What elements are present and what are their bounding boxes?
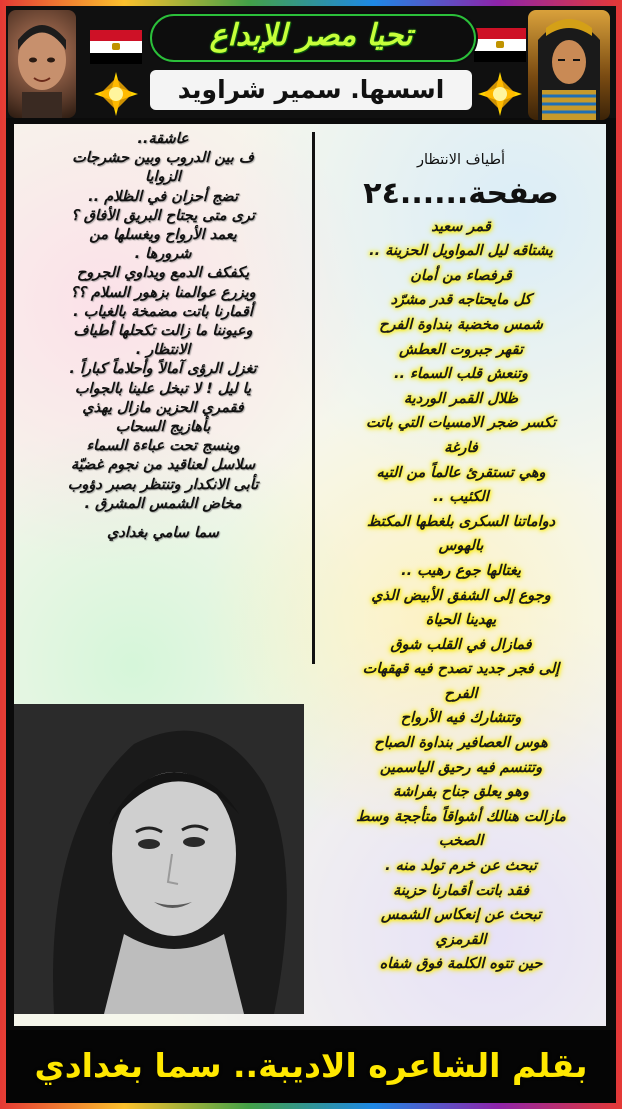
author-credit: بقلم الشاعره الاديبة.. سما بغدادي	[34, 1046, 588, 1085]
poem-line: القرمزي	[435, 931, 487, 948]
poem-line: شمس مخضبة بنداوة الفرح	[379, 316, 543, 333]
poem-line: وتنعش قلب السماء ..	[393, 366, 529, 383]
poem-line: ظلال القمر الوردية	[403, 390, 519, 407]
poem-line: يا ليل ! لا تبخل علينا بالجواب	[74, 380, 252, 397]
poem-line: ويزرع عوالمنا بزهور السلام ؟؟	[70, 284, 256, 301]
author-signature: سما سامي بغدادي	[107, 525, 219, 542]
poem-line: وهي تستقرئ عالماً من التيه	[376, 464, 546, 481]
founder-avatar	[8, 10, 76, 118]
poem-line: يغتالها جوع رهيب ..	[401, 562, 521, 579]
founder-subtitle: اسسها. سمير شراويد	[177, 75, 445, 104]
sun-star-icon	[478, 72, 522, 116]
poem-line: وجوع إلى الشفق الأبيض الذي	[371, 587, 551, 604]
poem-line: ف بين الدروب وبين حشرجات	[72, 150, 254, 167]
poem-line: وينسج تحت عباءة السماء	[86, 438, 240, 455]
poem-line: ترى متى يجتاح البريق الأفاق ؟	[71, 207, 255, 224]
poem-line: بأهازيج السحاب	[115, 419, 211, 436]
poem-line: حين تتوه الكلمة فوق شفاه	[379, 956, 543, 973]
poem-line: يهدينا الحياة	[425, 612, 497, 629]
poem-line: كل مايحتاجه قدر مشرّد	[390, 292, 532, 309]
poem-line: قمر سعيد	[431, 218, 491, 235]
poem-line: أقمارنا باتت مضمخة بالغياب .	[73, 303, 253, 320]
poem-line: وتتنسم فيه رحيق الياسمين	[379, 759, 543, 776]
poem-line: الانتظار .	[135, 342, 191, 359]
poem-line: يكفكف الدمع ويداوي الجروح	[76, 265, 250, 282]
left-poem-column	[18, 130, 308, 543]
poem-line: تبحث عن خرم تولد منه .	[385, 858, 537, 875]
poem-line: عاشقة..	[137, 131, 189, 147]
poem-line: تقهر جبروت العطش	[399, 341, 523, 358]
page-title: تحيا مصر للإبداع	[209, 18, 413, 53]
poem-line: الصخب	[438, 833, 484, 850]
poem-line: فارغة	[444, 439, 478, 456]
poem-line: فقمري الحزين مازال يهذي	[82, 399, 244, 416]
egypt-flag-icon	[90, 30, 142, 64]
poem-line: فقد باتت أقمارنا حزينة	[392, 882, 530, 899]
poem-line: وهو يعلق جناح بفراشة	[393, 784, 529, 801]
column-divider	[312, 132, 315, 664]
poem-line: تأبى الانكدار وتنتظر بصبر دؤوب	[67, 476, 259, 493]
right-poem-column	[318, 148, 604, 977]
poem-line: شرورها .	[134, 246, 192, 263]
poem-line: يشتاقه ليل المواويل الحزينة ..	[369, 243, 553, 260]
poem-line: بالهوس	[438, 538, 484, 555]
poem-line: يعمد الأرواح ويغسلها من	[89, 227, 237, 244]
poem-line: مخاض الشمس المشرق .	[84, 495, 242, 512]
poem-line: هوس العصافير بنداوة الصباح	[374, 735, 548, 752]
sun-star-icon	[94, 72, 138, 116]
pharaoh-queen-image	[528, 10, 610, 120]
page-number: صفحة......٢٤	[363, 175, 559, 211]
poem-line: سلاسل لعناقيد من نجوم غضيّة	[70, 457, 256, 474]
egypt-flag-icon	[474, 28, 526, 62]
author-portrait	[14, 704, 304, 1014]
poem-line: قرفصاء من أمان	[410, 267, 512, 284]
poem-line: دواماتنا السكرى بلغطها المكتظ	[366, 513, 556, 530]
poem-line: الكئيب ..	[433, 489, 489, 506]
poem-line: الفرح	[444, 685, 478, 702]
poem-line: الزوايا	[145, 169, 181, 186]
poem-line: وعيوننا ما زالت تكحلها أطياف	[73, 323, 253, 340]
poem-line: تكسر ضجر الامسيات التي باتت	[366, 415, 556, 432]
poem-line: تضج أحزان في الظلام ..	[88, 188, 238, 205]
poem-line: تغزل الرؤى آمالاً وأحلاماً كباراً .	[69, 361, 257, 378]
poem-line: تبحث عن إنعكاس الشمس	[380, 907, 542, 924]
poem-heading: أطياف الانتظار	[416, 152, 506, 168]
poem-line: إلى فجر جديد تصدح فيه قهقهات	[362, 661, 560, 678]
poem-line: مازالت هنالك أشواقاً متأججة وسط	[356, 808, 566, 825]
poem-line: فمازال في القلب شوق	[390, 636, 532, 653]
poem-line: وتتشارك فيه الأرواح	[400, 710, 522, 727]
